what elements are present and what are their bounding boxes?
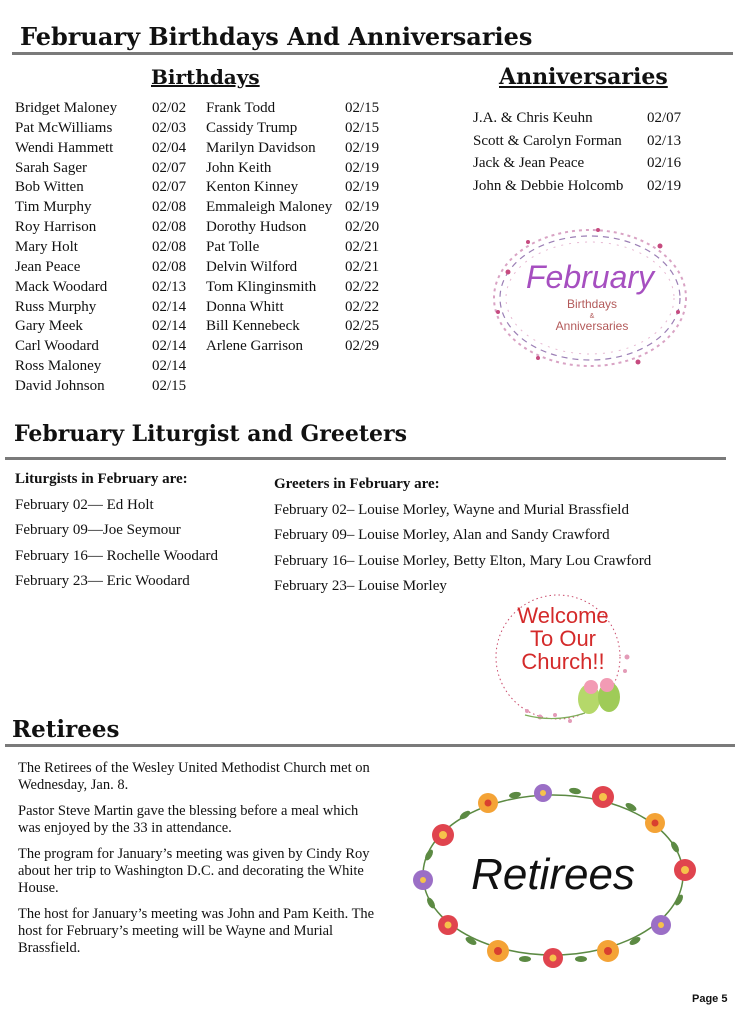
birthday-name: Arlene Garrison bbox=[206, 338, 304, 355]
birthday-date: 02/07 bbox=[152, 159, 187, 176]
header-divider bbox=[12, 52, 733, 55]
birthday-name: Delvin Wilford bbox=[206, 258, 298, 275]
anniversary-date: 02/16 bbox=[647, 155, 682, 172]
birthday-name: Sarah Sager bbox=[15, 159, 88, 176]
anniversaries-list bbox=[473, 109, 703, 199]
birthday-name: Dorothy Hudson bbox=[206, 219, 307, 236]
to-our-text: To Our bbox=[529, 626, 597, 651]
birthday-date: 02/19 bbox=[345, 199, 380, 216]
birthday-name: Mary Holt bbox=[15, 238, 78, 255]
birthday-name: Frank Todd bbox=[206, 100, 276, 116]
birthday-name: Tom Klinginsmith bbox=[206, 278, 317, 295]
article-paragraph: The Retirees of the Wesley United Methodist Church met on Wednesday, Jan. 8. bbox=[18, 760, 370, 793]
birthday-name: Marilyn Davidson bbox=[206, 139, 316, 156]
birthday-date: 02/03 bbox=[152, 119, 187, 136]
list-item: February 23— Eric Woodard bbox=[15, 572, 190, 589]
liturgists-heading: Liturgists in February are: bbox=[15, 471, 188, 487]
birthday-date: 02/22 bbox=[345, 278, 380, 295]
birthday-name: Carl Woodard bbox=[15, 338, 99, 355]
retirees-wreath-illustration bbox=[403, 775, 703, 975]
birthday-name: Pat Tolle bbox=[206, 238, 260, 255]
birthday-name: Jean Peace bbox=[15, 258, 81, 275]
birthday-name: David Johnson bbox=[15, 377, 105, 394]
list-item: February 16– Louise Morley, Betty Elton, Mary Lou Crawford bbox=[274, 552, 652, 569]
birthday-name: Tim Murphy bbox=[15, 199, 92, 216]
welcome-badge-illustration bbox=[485, 591, 635, 729]
anniversary-names: John & Debbie Holcomb bbox=[473, 178, 624, 195]
page-title: February Birthdays And Anniversaries bbox=[20, 22, 533, 51]
birthday-date: 02/22 bbox=[345, 298, 380, 315]
birthday-date: 02/14 bbox=[152, 338, 187, 355]
birthday-date: 02/20 bbox=[345, 219, 380, 236]
greeters-list bbox=[274, 501, 714, 601]
birthday-name: Emmaleigh Maloney bbox=[206, 199, 333, 216]
birthday-date: 02/29 bbox=[345, 338, 380, 355]
anniversary-date: 02/07 bbox=[647, 110, 682, 126]
list-item: February 16— Rochelle Woodard bbox=[15, 547, 219, 564]
wreath-birthdays-text: Birthdays bbox=[566, 297, 618, 311]
birthday-date: 02/19 bbox=[345, 159, 380, 176]
birthday-name: Russ Murphy bbox=[15, 298, 97, 315]
birthday-name: Roy Harrison bbox=[15, 219, 97, 236]
birthdays-column-2 bbox=[206, 99, 391, 399]
birthday-name: Bridget Maloney bbox=[15, 100, 118, 116]
wreath-february-text: February bbox=[525, 259, 655, 295]
birthday-date: 02/08 bbox=[152, 258, 187, 275]
birthday-date: 02/14 bbox=[152, 358, 187, 375]
anniversary-date: 02/13 bbox=[647, 132, 682, 149]
list-item: February 23– Louise Morley bbox=[274, 577, 447, 594]
birthday-name: Ross Maloney bbox=[15, 358, 102, 375]
birthday-date: 02/13 bbox=[152, 278, 187, 295]
list-item: February 09– Louise Morley, Alan and Sandy Crawford bbox=[274, 527, 610, 544]
anniversary-date: 02/19 bbox=[647, 178, 682, 195]
greeters-heading: Greeters in February are: bbox=[274, 476, 440, 492]
birthday-name: Gary Meek bbox=[15, 318, 83, 335]
article-paragraph: Pastor Steve Martin gave the blessing before a meal which was enjoyed by the 33 in attendance. bbox=[18, 803, 359, 836]
church-text: Church!! bbox=[521, 649, 605, 674]
birthday-name: Bob Witten bbox=[15, 179, 84, 196]
birthday-date: 02/21 bbox=[345, 238, 380, 255]
anniversary-names: Scott & Carolyn Forman bbox=[473, 132, 622, 149]
liturgist-divider bbox=[5, 457, 726, 460]
birthday-date: 02/15 bbox=[345, 100, 380, 116]
birthday-date: 02/19 bbox=[345, 179, 380, 196]
birthday-date: 02/25 bbox=[345, 318, 380, 335]
list-item: February 09—Joe Seymour bbox=[15, 522, 181, 539]
birthday-date: 02/15 bbox=[345, 119, 380, 136]
retirees-article bbox=[18, 760, 383, 966]
liturgists-list bbox=[15, 496, 265, 596]
anniversaries-heading: Anniversaries bbox=[499, 64, 668, 90]
birthday-name: Bill Kennebeck bbox=[206, 318, 300, 335]
wreath-anniversaries-text: Anniversaries bbox=[555, 319, 629, 333]
retirees-section-title: Retirees bbox=[12, 716, 120, 743]
birthday-name: Mack Woodard bbox=[15, 278, 108, 295]
birthday-name: Cassidy Trump bbox=[206, 119, 298, 136]
wreath-ampersand-text: & bbox=[589, 313, 595, 320]
welcome-text: Welcome bbox=[517, 603, 609, 628]
birthday-date: 02/08 bbox=[152, 219, 187, 236]
article-paragraph: The host for January’s meeting was John and Pam Keith. The host for February’s meeting will be Wayne and Murial Brassfield. bbox=[18, 906, 375, 956]
wreath-retirees-text: Retirees bbox=[471, 850, 635, 899]
birthday-date: 02/07 bbox=[152, 179, 187, 196]
birthdays-column-1 bbox=[15, 99, 195, 399]
anniversary-names: J.A. & Chris Keuhn bbox=[473, 110, 593, 126]
birthday-name: Pat McWilliams bbox=[15, 119, 113, 136]
birthday-date: 02/02 bbox=[152, 100, 187, 116]
list-item: February 02– Louise Morley, Wayne and Murial Brassfield bbox=[274, 502, 629, 518]
birthday-name: Wendi Hammett bbox=[15, 139, 114, 156]
birthdays-heading: Birthdays bbox=[151, 65, 260, 89]
birthday-date: 02/21 bbox=[345, 258, 380, 275]
birthday-name: Kenton Kinney bbox=[206, 179, 299, 196]
birthday-name: Donna Whitt bbox=[206, 298, 284, 315]
birthday-date: 02/08 bbox=[152, 238, 187, 255]
birthday-name: John Keith bbox=[206, 159, 272, 176]
birthday-date: 02/15 bbox=[152, 377, 187, 394]
anniversary-names: Jack & Jean Peace bbox=[473, 155, 585, 172]
birthday-date: 02/04 bbox=[152, 139, 187, 156]
birthday-date: 02/19 bbox=[345, 139, 380, 156]
retirees-divider bbox=[5, 744, 735, 747]
page-number: Page 5 bbox=[692, 993, 728, 1005]
birthday-date: 02/14 bbox=[152, 298, 187, 315]
list-item: February 02— Ed Holt bbox=[15, 497, 154, 513]
liturgist-section-title: February Liturgist and Greeters bbox=[14, 421, 407, 447]
birthday-date: 02/08 bbox=[152, 199, 187, 216]
birthday-date: 02/14 bbox=[152, 318, 187, 335]
lovebirds-icon bbox=[578, 678, 620, 714]
article-paragraph: The program for January’s meeting was given by Cindy Roy about her trip to Washington D.C. and decorating the White House. bbox=[18, 846, 370, 896]
february-wreath-illustration bbox=[488, 222, 692, 374]
